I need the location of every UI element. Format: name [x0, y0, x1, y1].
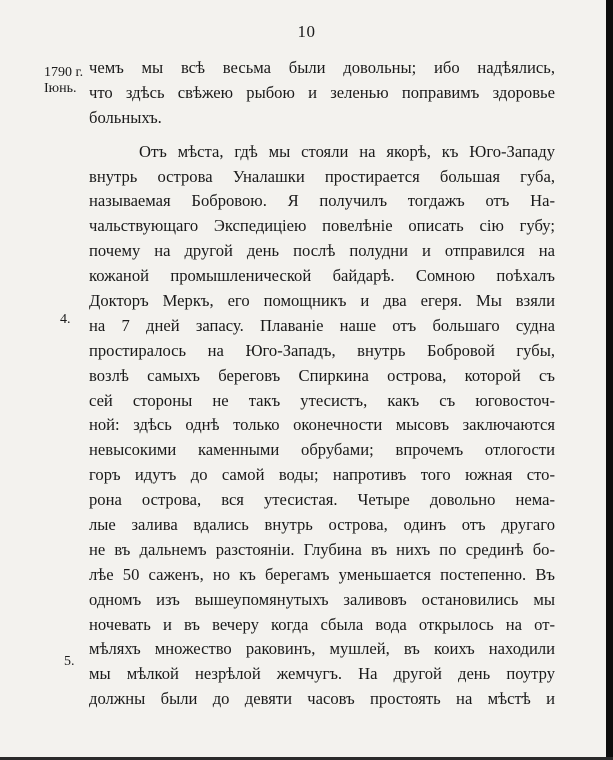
margin-note-year: 1790 г.: [44, 65, 84, 80]
text-line: Отъ мѣста, гдѣ мы стояли на якорѣ, къ Юго-Западу: [139, 141, 555, 161]
text-line: возлѣ самыхъ береговъ Спиркина острова, которой съ: [89, 365, 555, 385]
body-text: [89, 56, 555, 712]
text-line: ночевать и въ вечеру когда сбыла вода открылось на от-: [89, 614, 555, 634]
text-line: мы мѣлкой незрѣлой жемчугъ. На другой день поутру: [89, 664, 555, 684]
margin-note-month: Іюнь.: [44, 81, 77, 96]
text-line: одномъ изъ вышеупомянутыхъ заливовъ остановились мы: [89, 589, 555, 609]
text-line: мѣляхъ множество раковинъ, мушлей, въ коихъ находили: [89, 639, 555, 659]
text-line: называемая Бобровою. Я получилъ тогдажъ отъ На-: [89, 191, 555, 211]
text-line: чемъ мы всѣ весьма были довольны; ибо надѣялись,: [89, 58, 555, 77]
text-line: ной: здѣсь однѣ только оконечности мысовъ заключаются: [89, 415, 555, 435]
text-line: Докторъ Меркъ, его помощникъ и два егеря. Мы взяли: [89, 291, 555, 311]
margin-note-4: 4.: [60, 312, 71, 327]
text-line: лые залива вдались внутрь острова, одинъ отъ другаго: [89, 515, 555, 535]
text-line: почему на другой день послѣ полудни и отправился на: [89, 241, 555, 261]
text-line: кожаной промышленической байдарѣ. Сомною поѣхалъ: [89, 266, 555, 286]
scan-edge-right: [606, 0, 613, 760]
text-line: рона острова, вся утесистая. Четыре довольно нема-: [89, 490, 555, 510]
text-line: чальствующаго Экспедиціею повелѣніе описать сію губу;: [89, 216, 555, 236]
text-line: что здѣсь свѣжею рыбою и зеленью поправимъ здоровье: [89, 82, 555, 102]
page-number: 10: [297, 22, 316, 41]
text-line: простиралось на Юго-Западъ, внутрь Бобровой губы,: [89, 340, 555, 360]
text-line: лѣе 50 саженъ, но къ берегамъ уменьшается постепенно. Въ: [89, 564, 555, 584]
text-line: больныхъ.: [89, 107, 162, 127]
text-line: на 7 дней запасу. Плаваніе наше отъ большаго судна: [89, 315, 555, 335]
text-line: должны были до девяти часовъ простоять на мѣстѣ и: [89, 689, 555, 709]
text-line: внутрь острова Уналашки простирается большая губа,: [89, 166, 555, 186]
text-line: не въ дальнемъ разстояніи. Глубина въ нихъ по срединѣ бо-: [89, 539, 555, 559]
text-line: сей стороны не такъ утесистъ, какъ съ юговосточ-: [89, 390, 555, 410]
text-line: горъ идутъ до самой воды; напротивъ того южная сто-: [89, 465, 555, 485]
margin-note-5: 5.: [64, 654, 75, 669]
text-line: невысокими каменными обрубами; впрочемъ отлогости: [89, 440, 555, 460]
